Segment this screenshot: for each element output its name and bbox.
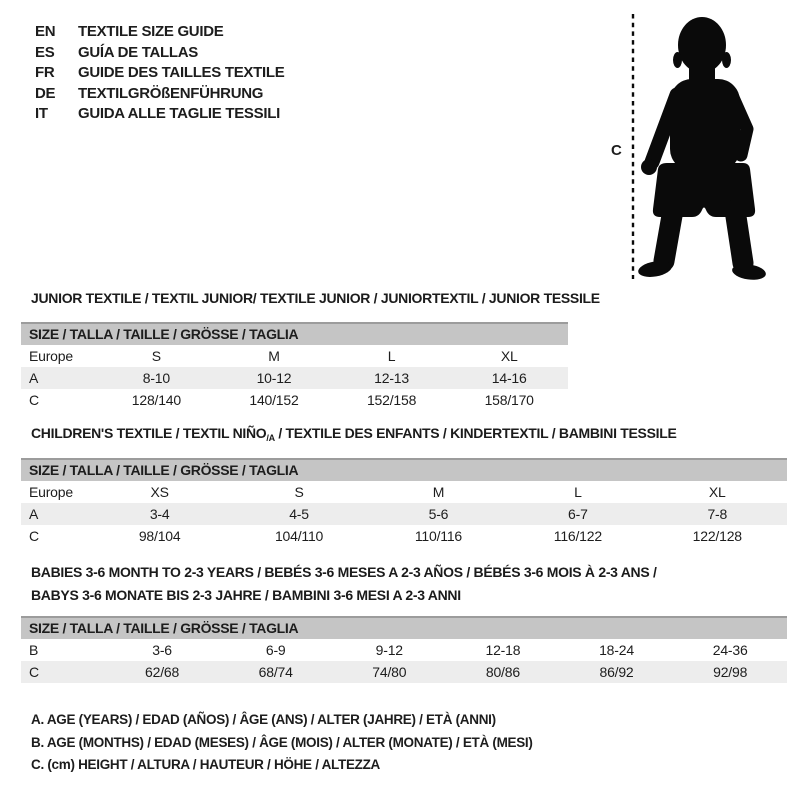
language-row (35, 104, 284, 125)
size-table-header: SIZE / TALLA / TAILLE / GRÖSSE / TAGLIA (21, 323, 568, 345)
babies-section-title (31, 561, 657, 606)
table-row (21, 389, 568, 411)
table-row (21, 661, 787, 683)
cell: 4-5 (289, 506, 309, 522)
cell: S (151, 348, 161, 364)
children-section-title (31, 425, 677, 443)
language-list (35, 22, 284, 125)
cell: 12-18 (485, 642, 521, 658)
table-row (21, 503, 787, 525)
row-label: Europe (29, 348, 73, 364)
children-title-subscript: /A (266, 433, 275, 443)
table-row (21, 639, 787, 661)
table-row (21, 481, 787, 503)
footnote-b: B. AGE (MONTHS) / EDAD (MESES) / ÂGE (MOIS) / ALTER (MONATE) / ETÀ (MESI) (31, 734, 533, 750)
cell: XS (150, 484, 169, 500)
cell: 8-10 (142, 370, 170, 386)
cell: 10-12 (256, 370, 292, 386)
language-title: TEXTILGRÖßENFÜHRUNG (78, 84, 264, 102)
cell: 7-8 (707, 506, 728, 522)
language-code: IT (35, 105, 48, 122)
footnote-a: A. AGE (YEARS) / EDAD (AÑOS) / ÂGE (ANS) / ALTER (JAHRE) / ETÀ (ANNI) (31, 712, 496, 727)
cell: 140/152 (249, 392, 299, 408)
cell: 122/128 (692, 528, 742, 544)
row-label: C (29, 528, 39, 544)
language-title: GUÍA DE TALLAS (78, 43, 198, 61)
cell: L (387, 348, 396, 364)
language-row (35, 43, 284, 64)
language-code: ES (35, 43, 55, 61)
footnote-c: C. (cm) HEIGHT / ALTURA / HAUTEUR / HÖHE / ALTEZZA (31, 757, 380, 773)
cell: 98/104 (138, 528, 181, 544)
babies-title-line2: BABYS 3-6 MONATE BIS 2-3 JAHRE / BAMBINI 3-6 MESI A 2-3 ANNI (31, 586, 461, 603)
cell: 116/122 (553, 528, 602, 544)
toddler-silhouette-shape (637, 17, 767, 282)
table-row (21, 345, 568, 367)
cell: 158/170 (484, 392, 534, 408)
cell: S (294, 484, 304, 500)
cell: 128/140 (131, 392, 181, 408)
children-title-part2: / TEXTILE DES ENFANTS / KINDERTEXTIL / BAMBINI TESSILE (274, 425, 677, 441)
children-size-table (21, 458, 787, 547)
cell: 104/110 (274, 528, 324, 544)
row-label: Europe (29, 484, 73, 500)
cell: 86/92 (599, 664, 634, 680)
cell: 24-36 (712, 642, 748, 658)
table-row (21, 367, 568, 389)
cell: 110/116 (414, 528, 463, 544)
height-measure-label: C (611, 142, 622, 159)
cell: L (574, 484, 582, 500)
toddler-silhouette-icon (603, 5, 779, 287)
language-code: DE (35, 84, 56, 102)
cell: 68/74 (258, 664, 293, 680)
cell: 6-7 (568, 506, 588, 522)
language-row (35, 63, 284, 84)
language-title: GUIDA ALLE TAGLIE TESSILI (78, 105, 280, 122)
height-measure-figure (603, 5, 779, 287)
cell: 6-9 (265, 642, 286, 658)
language-code: FR (35, 64, 55, 81)
footnotes (31, 709, 533, 777)
cell: XL (500, 348, 518, 364)
cell: 18-24 (599, 642, 634, 658)
children-title-part1: CHILDREN'S TEXTILE / TEXTIL NIÑO (31, 425, 267, 441)
language-code: EN (35, 23, 56, 40)
junior-section-title: JUNIOR TEXTILE / TEXTIL JUNIOR/ TEXTILE JUNIOR / JUNIORTEXTIL / JUNIOR TESSILE (31, 290, 600, 306)
cell: 74/80 (372, 664, 407, 680)
cell: 80/86 (485, 664, 520, 680)
row-label: B (29, 642, 39, 658)
babies-title-line1: BABIES 3-6 MONTH TO 2-3 YEARS / BEBÉS 3-6 MESES A 2-3 AÑOS / BÉBÉS 3-6 MOIS À 2-3 ANS / (31, 564, 657, 580)
language-row (35, 22, 284, 43)
cell: 14-16 (491, 370, 527, 386)
language-row (35, 84, 284, 105)
language-title: TEXTILE SIZE GUIDE (78, 23, 224, 40)
cell: M (268, 348, 280, 364)
table-row (21, 525, 787, 547)
cell: 12-13 (374, 370, 409, 386)
cell: 152/158 (366, 392, 417, 408)
size-table-header: SIZE / TALLA / TAILLE / GRÖSSE / TAGLIA (21, 459, 787, 481)
cell: 9-12 (375, 642, 403, 658)
cell: 92/98 (713, 664, 748, 680)
cell: 3-6 (152, 642, 172, 658)
cell: 5-6 (428, 506, 449, 522)
cell: 3-4 (149, 506, 170, 522)
row-label: A (29, 506, 39, 522)
junior-size-table (21, 322, 568, 411)
babies-size-table (21, 616, 787, 683)
row-label: A (29, 370, 39, 386)
row-label: C (29, 664, 39, 680)
cell: M (432, 484, 445, 500)
language-title: GUIDE DES TAILLES TEXTILE (78, 64, 285, 81)
cell: 62/68 (145, 664, 180, 680)
cell: XL (708, 484, 726, 500)
row-label: C (29, 392, 39, 408)
size-table-header: SIZE / TALLA / TAILLE / GRÖSSE / TAGLIA (21, 617, 787, 639)
